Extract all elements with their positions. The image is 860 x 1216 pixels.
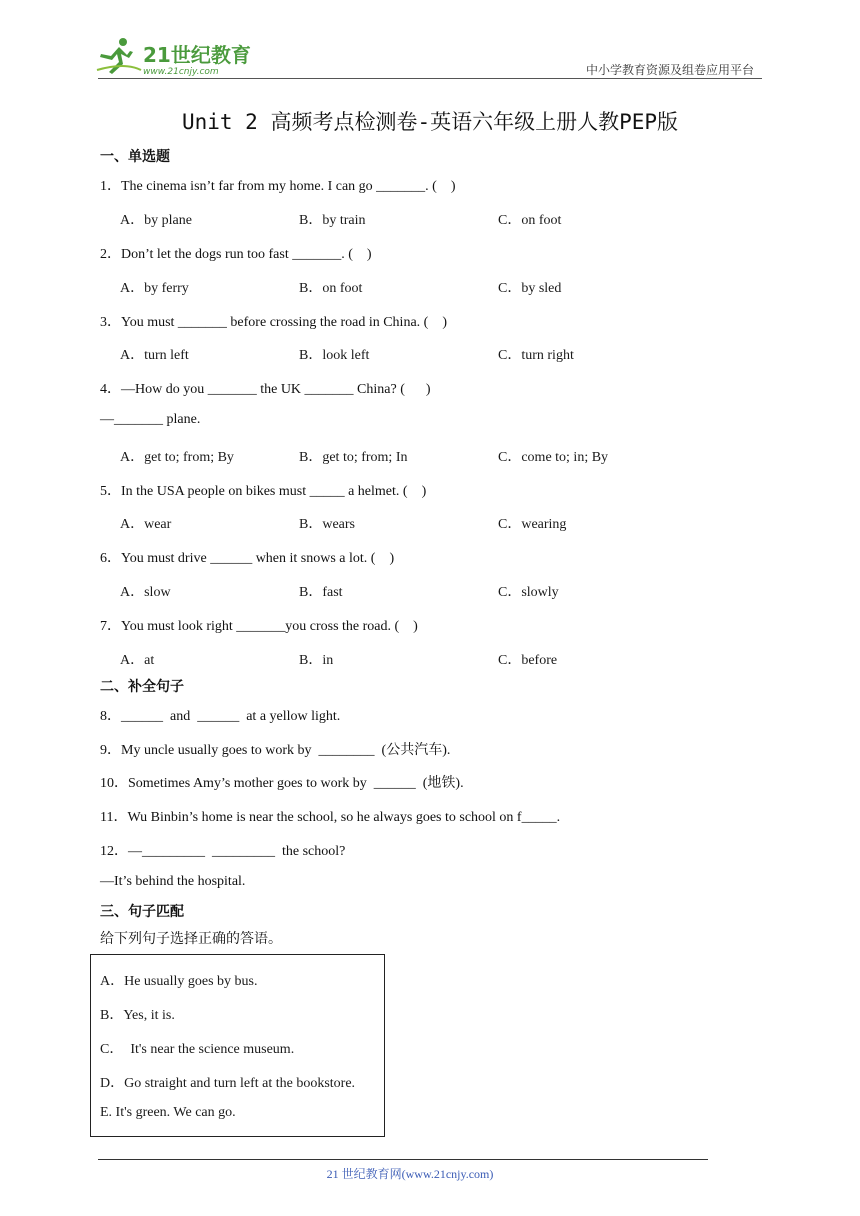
q6-option-c[interactable]: C．slowly	[498, 585, 559, 600]
match-option-c: C． It's near the science museum.	[100, 1042, 295, 1057]
footer-divider	[98, 1159, 708, 1160]
q5-option-c[interactable]: C．wearing	[498, 517, 567, 532]
answer-options-box	[90, 954, 385, 1137]
q4-option-b[interactable]: B．get to; from; In	[299, 450, 408, 465]
q4-option-a[interactable]: A．get to; from; By	[120, 450, 234, 465]
q2-option-c[interactable]: C．by sled	[498, 281, 562, 296]
match-option-b: B．Yes, it is.	[100, 1008, 175, 1023]
section-heading-complete-sentences: 二、补全句子	[100, 679, 184, 695]
q5-option-a[interactable]: A．wear	[120, 517, 172, 532]
question-12-response: —It’s behind the hospital.	[100, 874, 246, 889]
section-heading-sentence-matching: 三、句子匹配	[100, 904, 184, 920]
header-divider	[98, 78, 762, 79]
question-2: 2．Don’t let the dogs run too fast _______. ( )	[100, 247, 372, 262]
match-option-d: D．Go straight and turn left at the bookstore.	[100, 1076, 356, 1091]
question-4: 4．—How do you _______ the UK _______ China? ( )	[100, 382, 431, 397]
question-4-response: —_______ plane.	[100, 412, 201, 427]
q2-option-a[interactable]: A．by ferry	[120, 281, 189, 296]
q2-option-b[interactable]: B．on foot	[299, 281, 363, 296]
footer-link[interactable]: 21 世纪教育网(www.21cnjy.com)	[326, 1167, 494, 1181]
q7-option-b[interactable]: B．in	[299, 653, 334, 668]
page-title: Unit 2 高频考点检测卷-英语六年级上册人教PEP版	[181, 110, 679, 134]
q6-option-a[interactable]: A．slow	[120, 585, 171, 600]
brand-logo	[95, 34, 260, 78]
q6-option-b[interactable]: B．fast	[299, 585, 343, 600]
q3-option-a[interactable]: A．turn left	[120, 348, 189, 363]
q3-option-c[interactable]: C．turn right	[498, 348, 574, 363]
question-10: 10．Sometimes Amy’s mother goes to work by ______ (地铁).	[100, 776, 464, 791]
question-9: 9．My uncle usually goes to work by ________ (公共汽车).	[100, 743, 451, 758]
platform-tagline: 中小学教育资源及组卷应用平台	[585, 63, 754, 77]
match-option-a: A．He usually goes by bus.	[100, 974, 258, 989]
question-6: 6．You must drive ______ when it snows a lot. ( )	[100, 551, 395, 566]
question-11: 11．Wu Binbin’s home is near the school, so he always goes to school on f_____.	[100, 810, 561, 825]
match-option-e: E. It's green. We can go.	[100, 1105, 236, 1120]
q7-option-c[interactable]: C．before	[498, 653, 558, 668]
q7-option-a[interactable]: A．at	[120, 653, 155, 668]
q1-option-c[interactable]: C．on foot	[498, 213, 562, 228]
q4-option-c[interactable]: C．come to; in; By	[498, 450, 609, 465]
runner-icon	[97, 38, 141, 74]
question-8: 8．______ and ______ at a yellow light.	[100, 709, 341, 724]
question-7: 7．You must look right _______you cross the road. ( )	[100, 619, 418, 634]
question-12: 12．—_________ _________ the school?	[100, 844, 346, 859]
q1-option-b[interactable]: B．by train	[299, 213, 366, 228]
matching-instruction: 给下列句子选择正确的答语。	[100, 931, 282, 947]
logo-url: www.21cnjy.com	[143, 67, 219, 77]
section-heading-single-choice: 一、单选题	[100, 149, 170, 165]
question-3: 3．You must _______ before crossing the road in China. ( )	[100, 315, 447, 330]
question-5: 5．In the USA people on bikes must _____ a helmet. ( )	[100, 484, 427, 499]
q5-option-b[interactable]: B．wears	[299, 517, 355, 532]
q1-option-a[interactable]: A．by plane	[120, 213, 192, 228]
logo-wordmark: 21世纪教育	[143, 43, 251, 67]
q3-option-b[interactable]: B．look left	[299, 348, 370, 363]
question-1: 1．The cinema isn’t far from my home. I can go _______. ( )	[100, 179, 456, 194]
